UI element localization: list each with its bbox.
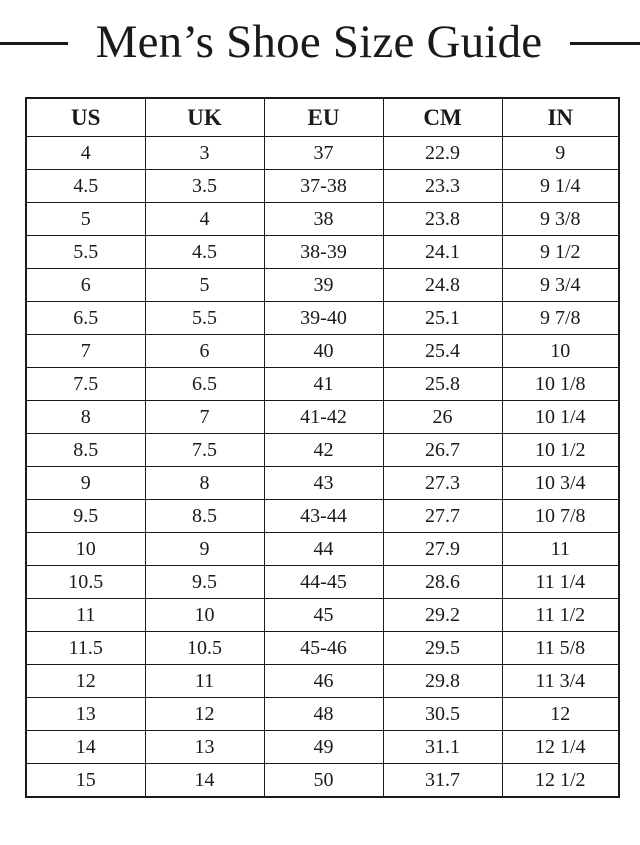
cell-cm: 26.7 [383,434,502,467]
cell-cm: 30.5 [383,698,502,731]
cell-in: 9 1/4 [502,170,619,203]
cell-eu: 37 [264,137,383,170]
cell-eu: 39 [264,269,383,302]
cell-cm: 27.7 [383,500,502,533]
cell-eu: 45-46 [264,632,383,665]
cell-cm: 28.6 [383,566,502,599]
cell-in: 10 7/8 [502,500,619,533]
cell-us: 10 [26,533,145,566]
cell-uk: 3 [145,137,264,170]
cell-us: 11 [26,599,145,632]
cell-eu: 48 [264,698,383,731]
cell-eu: 46 [264,665,383,698]
title-rule-left [0,42,68,45]
cell-uk: 4.5 [145,236,264,269]
table-row [26,302,619,335]
table-body [26,137,619,798]
cell-uk: 9.5 [145,566,264,599]
cell-in: 10 1/2 [502,434,619,467]
cell-cm: 29.5 [383,632,502,665]
cell-cm: 22.9 [383,137,502,170]
cell-cm: 31.1 [383,731,502,764]
cell-cm: 27.9 [383,533,502,566]
table-row [26,467,619,500]
cell-in: 9 7/8 [502,302,619,335]
cell-eu: 41-42 [264,401,383,434]
cell-cm: 26 [383,401,502,434]
cell-cm: 31.7 [383,764,502,798]
cell-eu: 44-45 [264,566,383,599]
cell-us: 4 [26,137,145,170]
table-row [26,500,619,533]
cell-in: 11 1/2 [502,599,619,632]
header-cell-cm: CM [383,98,502,137]
cell-us: 8.5 [26,434,145,467]
cell-us: 4.5 [26,170,145,203]
cell-cm: 24.8 [383,269,502,302]
cell-in: 9 3/8 [502,203,619,236]
title-row [0,0,640,84]
cell-in: 10 [502,335,619,368]
cell-us: 7 [26,335,145,368]
cell-cm: 25.1 [383,302,502,335]
table-row [26,434,619,467]
cell-cm: 29.8 [383,665,502,698]
cell-eu: 44 [264,533,383,566]
cell-eu: 38-39 [264,236,383,269]
cell-in: 9 [502,137,619,170]
cell-us: 10.5 [26,566,145,599]
table-row [26,137,619,170]
cell-in: 11 [502,533,619,566]
cell-us: 6.5 [26,302,145,335]
cell-uk: 10.5 [145,632,264,665]
cell-eu: 49 [264,731,383,764]
cell-cm: 24.1 [383,236,502,269]
cell-in: 12 1/4 [502,731,619,764]
table-row [26,170,619,203]
cell-eu: 37-38 [264,170,383,203]
cell-uk: 9 [145,533,264,566]
table-row [26,401,619,434]
table-row [26,236,619,269]
cell-us: 6 [26,269,145,302]
cell-eu: 42 [264,434,383,467]
header-cell-us: US [26,98,145,137]
cell-us: 9.5 [26,500,145,533]
cell-in: 11 1/4 [502,566,619,599]
cell-uk: 4 [145,203,264,236]
cell-us: 12 [26,665,145,698]
cell-eu: 40 [264,335,383,368]
table-row [26,665,619,698]
table-row [26,335,619,368]
cell-in: 11 3/4 [502,665,619,698]
cell-cm: 25.4 [383,335,502,368]
title-rule-right [570,42,640,45]
cell-cm: 25.8 [383,368,502,401]
cell-us: 5.5 [26,236,145,269]
cell-us: 14 [26,731,145,764]
cell-in: 9 1/2 [502,236,619,269]
table-row [26,203,619,236]
size-table [25,97,620,798]
cell-in: 10 3/4 [502,467,619,500]
cell-in: 12 [502,698,619,731]
cell-in: 9 3/4 [502,269,619,302]
cell-us: 13 [26,698,145,731]
cell-cm: 23.3 [383,170,502,203]
header-cell-uk: UK [145,98,264,137]
table-row [26,764,619,798]
cell-uk: 14 [145,764,264,798]
cell-us: 9 [26,467,145,500]
table-row [26,698,619,731]
cell-us: 5 [26,203,145,236]
cell-in: 12 1/2 [502,764,619,798]
cell-uk: 6.5 [145,368,264,401]
cell-us: 7.5 [26,368,145,401]
cell-eu: 39-40 [264,302,383,335]
table-row [26,599,619,632]
table-row [26,566,619,599]
cell-in: 11 5/8 [502,632,619,665]
table-row [26,368,619,401]
cell-uk: 8 [145,467,264,500]
header-cell-eu: EU [264,98,383,137]
cell-us: 15 [26,764,145,798]
cell-uk: 7.5 [145,434,264,467]
cell-uk: 6 [145,335,264,368]
cell-eu: 43-44 [264,500,383,533]
page-title: Men’s Shoe Size Guide [95,16,543,68]
table-row [26,269,619,302]
cell-in: 10 1/8 [502,368,619,401]
header-cell-in: IN [502,98,619,137]
cell-eu: 45 [264,599,383,632]
cell-cm: 27.3 [383,467,502,500]
cell-eu: 38 [264,203,383,236]
cell-uk: 7 [145,401,264,434]
cell-cm: 23.8 [383,203,502,236]
cell-eu: 50 [264,764,383,798]
cell-us: 11.5 [26,632,145,665]
cell-eu: 43 [264,467,383,500]
cell-eu: 41 [264,368,383,401]
cell-in: 10 1/4 [502,401,619,434]
cell-uk: 5 [145,269,264,302]
cell-uk: 11 [145,665,264,698]
cell-uk: 13 [145,731,264,764]
header-row [26,98,619,137]
cell-uk: 5.5 [145,302,264,335]
cell-uk: 10 [145,599,264,632]
cell-uk: 3.5 [145,170,264,203]
cell-us: 8 [26,401,145,434]
cell-uk: 8.5 [145,500,264,533]
cell-uk: 12 [145,698,264,731]
table-row [26,731,619,764]
table-row [26,632,619,665]
cell-cm: 29.2 [383,599,502,632]
table-row [26,533,619,566]
